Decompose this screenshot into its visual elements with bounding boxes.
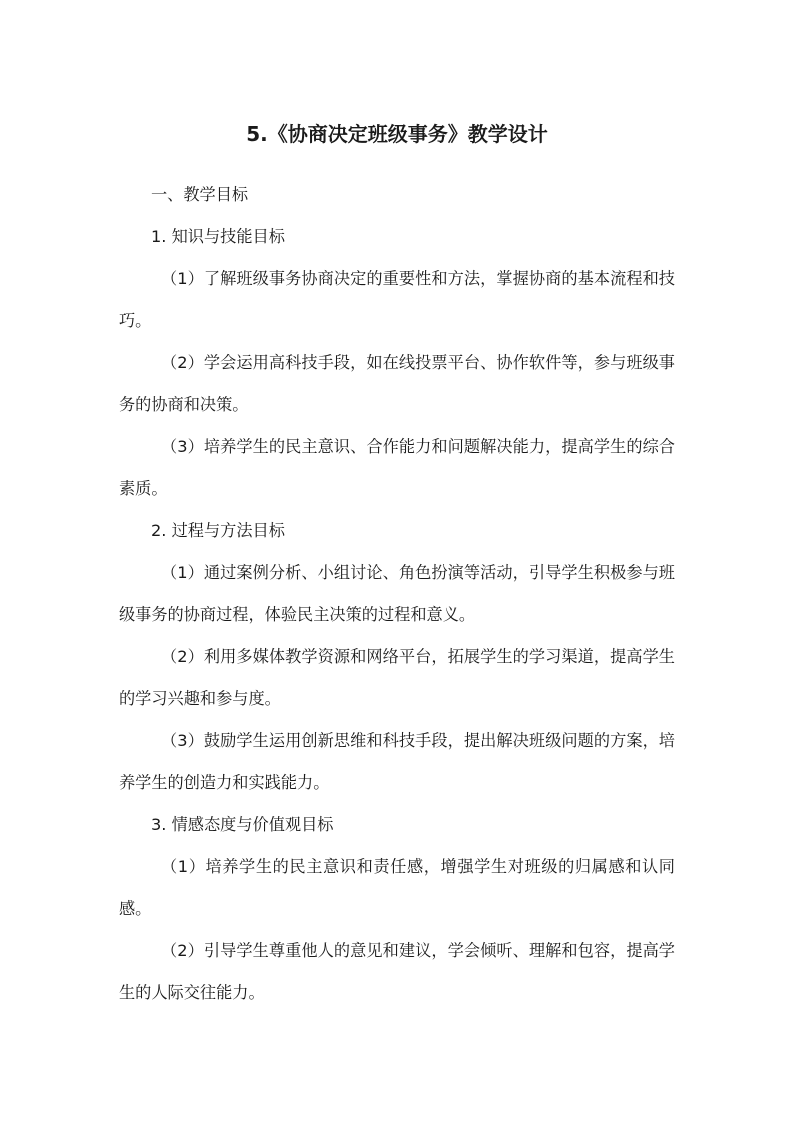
paragraph-1-1: （1）了解班级事务协商决定的重要性和方法，掌握协商的基本流程和技巧。	[119, 269, 675, 330]
paragraph-2-1: （1）通过案例分析、小组讨论、角色扮演等活动，引导学生积极参与班级事务的协商过程，体验民主决策的过程和意义。	[119, 563, 675, 624]
subheading-emotion-values: 3. 情感态度与价值观目标	[151, 815, 334, 834]
subheading-process-method: 2. 过程与方法目标	[151, 521, 285, 540]
document-title: 5.《协商决定班级事务》教学设计	[246, 122, 548, 146]
paragraph-2-2: （2）利用多媒体教学资源和网络平台，拓展学生的学习渠道，提高学生的学习兴趣和参与度。	[119, 647, 675, 708]
paragraph-3-2: （2）引导学生尊重他人的意见和建议，学会倾听、理解和包容，提高学生的人际交往能力。	[119, 941, 675, 1002]
paragraph-1-2: （2）学会运用高科技手段，如在线投票平台、协作软件等，参与班级事务的协商和决策。	[119, 353, 675, 414]
section-heading-objectives: 一、教学目标	[151, 185, 249, 204]
paragraph-2-3: （3）鼓励学生运用创新思维和科技手段，提出解决班级问题的方案，培养学生的创造力和实践能力。	[119, 731, 675, 792]
paragraph-1-3: （3）培养学生的民主意识、合作能力和问题解决能力，提高学生的综合素质。	[119, 437, 675, 498]
subheading-knowledge-skills: 1. 知识与技能目标	[151, 227, 285, 246]
paragraph-3-1: （1）培养学生的民主意识和责任感，增强学生对班级的归属感和认同感。	[119, 857, 675, 918]
document-page	[119, 116, 675, 1014]
